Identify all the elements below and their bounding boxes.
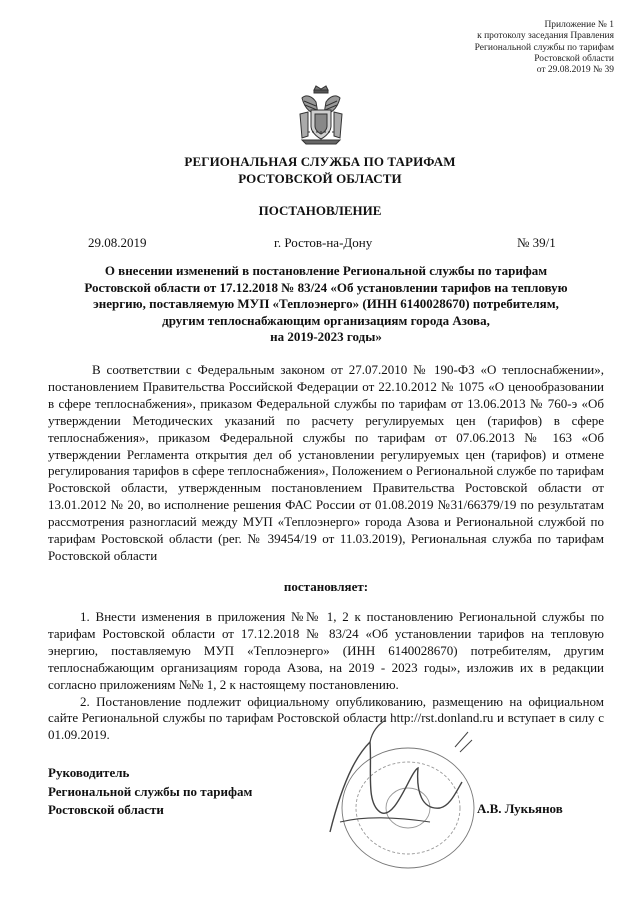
signatory-name: А.В. Лукьянов bbox=[477, 801, 563, 816]
agency-title-line: РОСТОВСКОЙ ОБЛАСТИ bbox=[238, 171, 402, 186]
signatory-title-line: Ростовской области bbox=[48, 802, 164, 818]
signatory-title-line: Руководитель bbox=[48, 765, 130, 780]
document-city: г. Ростов-на-Дону bbox=[274, 235, 373, 250]
appendix-line: Региональной службы по тарифам bbox=[474, 42, 614, 53]
subject-line: другим теплоснабжающим организациям города Азова, bbox=[162, 312, 490, 328]
document-type: ПОСТАНОВЛЕНИЕ bbox=[258, 203, 382, 218]
appendix-line: Приложение № 1 bbox=[544, 20, 614, 30]
document-date: 29.08.2019 bbox=[88, 235, 147, 250]
appendix-line: Ростовской области bbox=[534, 53, 614, 64]
agency-title bbox=[0, 153, 640, 187]
resolution-item: 2. Постановление подлежит официальному опубликованию, размещению на официальном сайте Региональной службы по тарифам Ростовской области http://rst.donland.ru и вступает в силу с 01.09.2019. bbox=[48, 693, 604, 743]
subject-line: Ростовской области от 17.12.2018 № 83/24 «Об установлении тарифов на тепловую bbox=[84, 279, 568, 295]
agency-title-line: РЕГИОНАЛЬНАЯ СЛУЖБА ПО ТАРИФАМ bbox=[184, 154, 456, 169]
subject-line: О внесении изменений в постановление Региональной службы по тарифам bbox=[104, 263, 548, 278]
document-number: № 39/1 bbox=[517, 235, 556, 250]
appendix-line: к протоколу заседания Правления bbox=[477, 31, 614, 42]
preamble-paragraph: В соответствии с Федеральным законом от 27.07.2010 № 190-ФЗ «О теплоснабжении», постановлением Правительства Российской Федерации от 22.10.2012 № 1075 «О ценообразовании в сфере теплоснабжения», приказом Федеральной службы по тарифам от 13.06.2013 № 760-э «Об утверждении Методических указаний по расчету регулируемых цен (тарифов) в сфере теплоснабжения», приказом Федеральной службы по тарифам от 07.06.2013 № 163 «Об утверждении Регламента открытия дел об установлении регулируемых цен (тарифов) и отмене регулирования тарифов в сфере теплоснабжения», Положением о Региональной службе по тарифам Ростовской области, утвержденным постановлением Правительства Ростовской области от 13.01.2012 № 20, во исполнение решения ФАС России от 01.08.2019 №31/66379/19 по результатам рассмотрения разногласий между МУП «Теплоэнерго» города Азова и Региональной службой по тарифам Ростовской области (рег. № 39454/19 от 11.03.2019), Региональная служба по тарифам Ростовской области bbox=[48, 362, 604, 563]
resolves-heading: постановляет: bbox=[283, 579, 369, 594]
resolution-item: 1. Внести изменения в приложения №№ 1, 2 к постановлению Региональной службы по тарифам Ростовской области от 17.12.2018 № 83/24 «Об установлении тарифов на тепловую энергию, поставляемую МУП «Теплоэнерго» (ИНН 6140028670) потребителям, другим теплоснабжающим организациям города Азова, на 2019 - 2023 годы», изложив их в редакции согласно приложениям №№ 1, 2 к настоящему постановлению. bbox=[48, 609, 604, 692]
appendix-note bbox=[354, 20, 614, 76]
coat-of-arms-icon bbox=[296, 84, 346, 146]
signatory-title-line: Региональной службы по тарифам bbox=[48, 783, 253, 799]
signatory-title bbox=[48, 764, 252, 820]
document-subject bbox=[48, 263, 604, 346]
subject-line: энергию, поставляемую МУП «Теплоэнерго» (ИНН 6140028670) потребителям, bbox=[93, 296, 559, 312]
subject-line: на 2019-2023 годы» bbox=[270, 329, 382, 345]
appendix-line: от 29.08.2019 № 39 bbox=[536, 65, 614, 76]
signature-stamp-icon bbox=[300, 712, 480, 872]
